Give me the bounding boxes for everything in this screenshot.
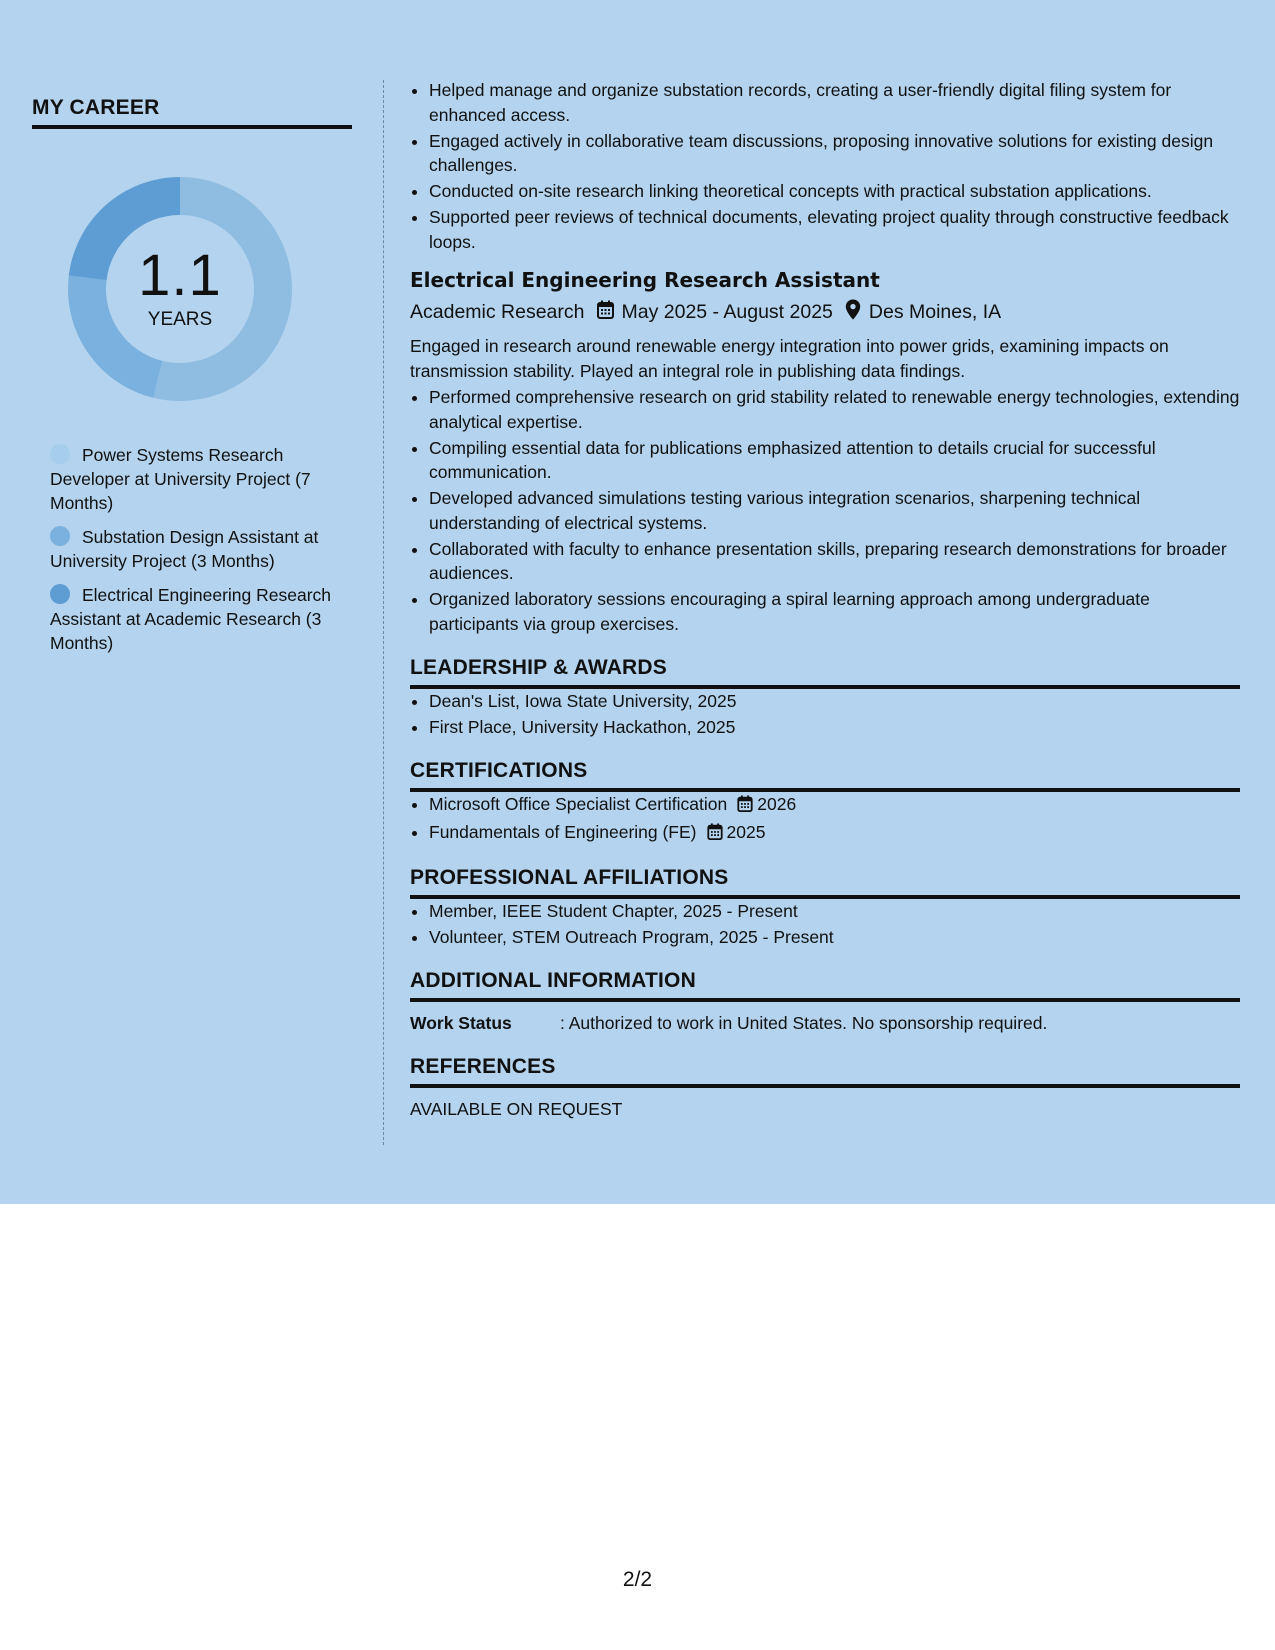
list-item: • Collaborated with faculty to enhance presentation skills, preparing research demonstrations for broader audiences. bbox=[429, 537, 1240, 586]
years-number: 1.1 bbox=[138, 243, 222, 308]
list-item: • First Place, University Hackathon, 2025 bbox=[429, 715, 1240, 740]
references-text: AVAILABLE ON REQUEST bbox=[410, 1098, 623, 1119]
list-item: • Volunteer, STEM Outreach Program, 2025 - Present bbox=[429, 925, 1240, 950]
job-bullets bbox=[410, 385, 1240, 636]
work-status-row bbox=[410, 1011, 1240, 1036]
legend-dot-icon bbox=[50, 584, 70, 604]
work-status-value: : Authorized to work in United States. No sponsorship required. bbox=[560, 1012, 1048, 1033]
list-item: • Helped manage and organize substation records, creating a user-friendly digital filing system for enhanced access. bbox=[429, 78, 1240, 127]
list-item bbox=[429, 792, 1240, 819]
job-company: Academic Research bbox=[410, 301, 585, 323]
job-dates: May 2025 - August 2025 bbox=[621, 301, 833, 323]
job-title: Electrical Engineering Research Assistant bbox=[410, 268, 880, 292]
cert-name: Microsoft Office Specialist Certification bbox=[429, 793, 728, 814]
legend-label: Electrical Engineering Research Assistant at Academic Research (3 Months) bbox=[50, 585, 332, 653]
legend-item bbox=[50, 525, 340, 573]
sidebar bbox=[32, 96, 352, 665]
leadership-list bbox=[410, 689, 1240, 740]
affiliations-list bbox=[410, 899, 1240, 950]
job-description: Engaged in research around renewable energy integration into power grids, examining impacts on transmission stability. Played an integral role in publishing data findings. bbox=[410, 336, 1169, 381]
cert-year: 2025 bbox=[726, 821, 766, 842]
list-item: • Compiling essential data for publications emphasized attention to details crucial for successful communication. bbox=[429, 436, 1240, 485]
list-item: • Member, IEEE Student Chapter, 2025 - Present bbox=[429, 899, 1240, 924]
main-column bbox=[410, 78, 1240, 1121]
location-pin-icon bbox=[845, 299, 861, 327]
calendar-icon bbox=[707, 822, 723, 847]
list-item: • Supported peer reviews of technical documents, elevating project quality through constructive feedback loops. bbox=[429, 205, 1240, 254]
list-item: • Developed advanced simulations testing various integration scenarios, sharpening technical understanding of electrical systems. bbox=[429, 486, 1240, 535]
affiliations-heading: PROFESSIONAL AFFILIATIONS bbox=[410, 866, 1240, 899]
legend-label: Substation Design Assistant at University Project (3 Months) bbox=[50, 527, 319, 571]
additional-info-heading: ADDITIONAL INFORMATION bbox=[410, 969, 1240, 1002]
list-item: • Dean's List, Iowa State University, 2025 bbox=[429, 689, 1240, 714]
work-status-label: Work Status bbox=[410, 1012, 512, 1033]
cert-name: Fundamentals of Engineering (FE) bbox=[429, 821, 697, 842]
leadership-heading: LEADERSHIP & AWARDS bbox=[410, 656, 1240, 689]
calendar-icon bbox=[597, 300, 614, 326]
column-divider bbox=[383, 80, 384, 1145]
page-number: 2/2 bbox=[622, 1568, 653, 1591]
certifications-list bbox=[410, 792, 1240, 847]
career-donut-chart bbox=[60, 169, 300, 409]
job-location: Des Moines, IA bbox=[868, 301, 1002, 323]
list-item: • Conducted on-site research linking theoretical concepts with practical substation applications. bbox=[429, 179, 1240, 204]
list-item: • Performed comprehensive research on grid stability related to renewable energy technologies, extending analytical expertise. bbox=[429, 385, 1240, 434]
legend-dot-icon bbox=[50, 526, 70, 546]
list-item bbox=[429, 820, 1240, 847]
career-heading: MY CAREER bbox=[32, 96, 352, 129]
years-unit: YEARS bbox=[147, 309, 213, 330]
list-item: • Engaged actively in collaborative team discussions, proposing innovative solutions for existing design challenges. bbox=[429, 129, 1240, 178]
certifications-heading: CERTIFICATIONS bbox=[410, 759, 1240, 792]
donut-center bbox=[60, 169, 300, 409]
legend-item bbox=[50, 583, 340, 655]
legend-label: Power Systems Research Developer at University Project (7 Months) bbox=[50, 445, 311, 513]
career-legend bbox=[50, 443, 340, 655]
legend-dot-icon bbox=[50, 444, 70, 464]
references-heading: REFERENCES bbox=[410, 1055, 1240, 1088]
previous-job-bullets bbox=[410, 78, 1240, 254]
job-meta bbox=[410, 299, 1240, 327]
list-item: • Organized laboratory sessions encouraging a spiral learning approach among undergraduate participants via group exercises. bbox=[429, 587, 1240, 636]
calendar-icon bbox=[737, 794, 753, 819]
legend-item bbox=[50, 443, 340, 515]
cert-year: 2026 bbox=[757, 793, 797, 814]
